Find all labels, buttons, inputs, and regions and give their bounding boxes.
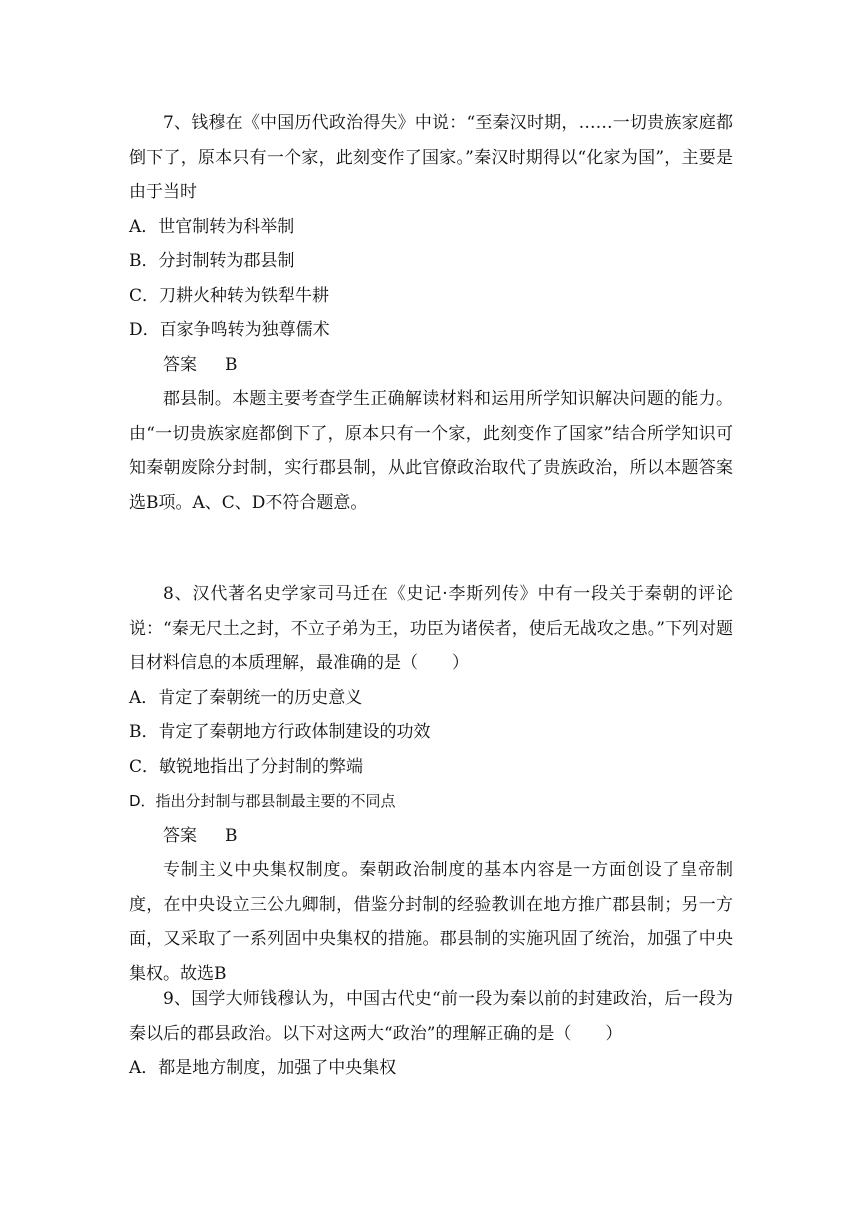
question-7-option-c: C．刀耕火种转为铁犁牛耕 [129,285,330,306]
question-9-stem: 9、国学大师钱穆认为，中国古代史“前一段为秦以前的封建政治，后一段为秦以后的郡县政治。以下对这两大“政治”的理解正确的是（ ） [129,989,733,1044]
question-8-explanation: 专制主义中央集权制度。秦朝政治制度的基本内容是一方面创设了皇帝制度，在中央设立三公九卿制，借鉴分封制的经验教训在地方推广郡县制；另一方面，又采取了一系列固中央集权的措施。郡县制的实施巩固了统治，加强了中央集权。故选B [129,860,733,984]
question-7 [129,106,733,520]
question-7-explanation: 郡县制。本题主要考查学生正确解读材料和运用所学知识解决问题的能力。由“一切贵族家庭都倒下了，原本只有一个家，此刻变作了国家”结合所学知识可知秦朝废除分封制，实行郡县制，从此官僚政治取代了贵族政治，所以本题答案选B项。A、C、D不符合题意。 [129,389,733,513]
answer-value: B [225,354,238,375]
question-8-answer [129,819,733,854]
question-8-option-a: A．肯定了秦朝统一的历史意义 [129,687,363,708]
question-8 [129,577,733,991]
answer-label: 答案 [163,354,197,375]
question-7-stem: 7、钱穆在《中国历代政治得失》中说：“至秦汉时期，……一切贵族家庭都倒下了，原本只有一个家，此刻变作了国家。”秦汉时期得以“化家为国”，主要是由于当时 [129,113,733,202]
question-9 [129,982,733,1086]
question-8-option-b: B．肯定了秦朝地方行政体制建设的功效 [129,722,431,742]
question-8-option-c: C．敏锐地指出了分封制的弊端 [129,756,364,777]
question-7-option-a: A．世官制转为科举制 [129,216,295,237]
question-7-answer [129,348,733,383]
question-8-option-d: D．指出分封制与郡县制最主要的不同点 [129,792,396,810]
question-8-stem: 8、汉代著名史学家司马迁在《史记·李斯列传》中有一段关于秦朝的评论说：“秦无尺土之封，不立子弟为王，功臣为诸侯者，使后无战攻之患。”下列对题目材料信息的本质理解，最准确的是（ ） [129,584,733,673]
answer-label: 答案 [163,825,197,846]
answer-value: B [225,825,238,846]
question-7-option-b: B．分封制转为郡县制 [129,251,295,271]
question-9-option-a: A．都是地方制度，加强了中央集权 [129,1058,397,1078]
question-7-option-d: D．百家争鸣转为独尊儒术 [129,320,330,340]
